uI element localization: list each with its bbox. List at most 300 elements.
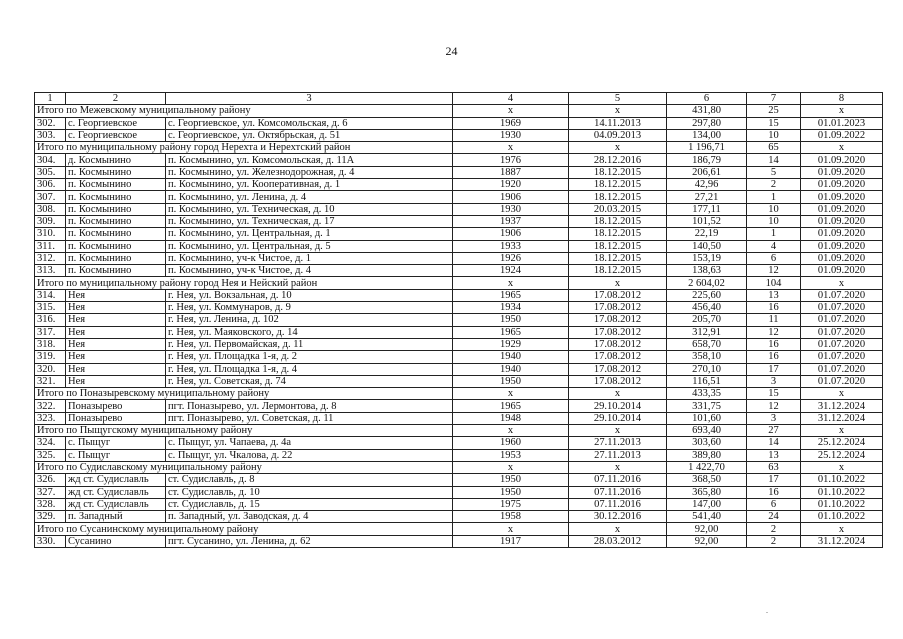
total-col4: x <box>453 388 569 400</box>
address-cell: с. Георгиевское, ул. Комсомольская, д. 6 <box>166 117 453 129</box>
residents-cell: 4 <box>747 240 801 252</box>
total-label: Итого по Межевскому муниципальному району <box>35 105 453 117</box>
table-row <box>35 129 883 141</box>
year-cell: 1948 <box>453 412 569 424</box>
table-row <box>35 400 883 412</box>
area-cell: 658,70 <box>667 338 747 350</box>
scan-mark: . <box>766 606 768 615</box>
deadline-cell: 01.01.2023 <box>801 117 883 129</box>
total-col4: x <box>453 425 569 437</box>
total-row <box>35 277 883 289</box>
area-cell: 303,60 <box>667 437 747 449</box>
total-residents: 2 <box>747 523 801 535</box>
total-col5: x <box>569 523 667 535</box>
total-row <box>35 523 883 535</box>
residents-cell: 13 <box>747 449 801 461</box>
total-residents: 25 <box>747 105 801 117</box>
total-col4: x <box>453 142 569 154</box>
residents-cell: 6 <box>747 498 801 510</box>
date-cell: 07.11.2016 <box>569 486 667 498</box>
page-number: 24 <box>445 44 458 58</box>
year-cell: 1929 <box>453 338 569 350</box>
deadline-cell: 01.07.2020 <box>801 326 883 338</box>
table-row <box>35 252 883 264</box>
residents-cell: 3 <box>747 412 801 424</box>
date-cell: 17.08.2012 <box>569 289 667 301</box>
residents-cell: 24 <box>747 511 801 523</box>
residents-cell: 10 <box>747 215 801 227</box>
date-cell: 17.08.2012 <box>569 338 667 350</box>
row-number: 325. <box>35 449 66 461</box>
row-number: 305. <box>35 166 66 178</box>
address-cell: с. Пыщуг, ул. Чкалова, д. 22 <box>166 449 453 461</box>
total-col5: x <box>569 425 667 437</box>
address-cell: г. Нея, ул. Площадка 1-я, д. 4 <box>166 363 453 375</box>
table-row <box>35 302 883 314</box>
deadline-cell: 01.07.2020 <box>801 351 883 363</box>
table-row <box>35 166 883 178</box>
table-row <box>35 498 883 510</box>
header-cell: 2 <box>66 93 166 105</box>
total-col4: x <box>453 105 569 117</box>
deadline-cell: 01.09.2020 <box>801 154 883 166</box>
area-cell: 206,61 <box>667 166 747 178</box>
settlement-cell: Нея <box>66 289 166 301</box>
deadline-cell: 01.09.2020 <box>801 203 883 215</box>
housing-table <box>34 92 883 548</box>
address-cell: п. Космынино, ул. Кооперативная, д. 1 <box>166 179 453 191</box>
settlement-cell: с. Георгиевское <box>66 117 166 129</box>
date-cell: 17.08.2012 <box>569 314 667 326</box>
header-cell: 5 <box>569 93 667 105</box>
total-col5: x <box>569 142 667 154</box>
header-cell: 7 <box>747 93 801 105</box>
table-row <box>35 289 883 301</box>
total-col4: x <box>453 523 569 535</box>
deadline-cell: 01.10.2022 <box>801 511 883 523</box>
year-cell: 1965 <box>453 326 569 338</box>
row-number: 302. <box>35 117 66 129</box>
total-label: Итого по муниципальному району город Нея и Нейский район <box>35 277 453 289</box>
total-row <box>35 105 883 117</box>
settlement-cell: с. Пыщуг <box>66 437 166 449</box>
date-cell: 27.11.2013 <box>569 449 667 461</box>
year-cell: 1930 <box>453 203 569 215</box>
deadline-cell: 31.12.2024 <box>801 400 883 412</box>
residents-cell: 1 <box>747 228 801 240</box>
header-row <box>35 93 883 105</box>
year-cell: 1926 <box>453 252 569 264</box>
table-row <box>35 449 883 461</box>
total-label: Итого по муниципальному району город Нерехта и Нерехтский район <box>35 142 453 154</box>
address-cell: с. Георгиевское, ул. Октябрьская, д. 51 <box>166 129 453 141</box>
residents-cell: 16 <box>747 351 801 363</box>
address-cell: пгт. Поназырево, ул. Советская, д. 11 <box>166 412 453 424</box>
date-cell: 27.11.2013 <box>569 437 667 449</box>
table-row <box>35 437 883 449</box>
total-col8: x <box>801 523 883 535</box>
deadline-cell: 01.09.2020 <box>801 166 883 178</box>
deadline-cell: 01.09.2020 <box>801 179 883 191</box>
area-cell: 42,96 <box>667 179 747 191</box>
table-row <box>35 314 883 326</box>
row-number: 319. <box>35 351 66 363</box>
deadline-cell: 25.12.2024 <box>801 437 883 449</box>
year-cell: 1937 <box>453 215 569 227</box>
year-cell: 1940 <box>453 351 569 363</box>
date-cell: 17.08.2012 <box>569 375 667 387</box>
date-cell: 18.12.2015 <box>569 240 667 252</box>
deadline-cell: 01.07.2020 <box>801 289 883 301</box>
table-row <box>35 203 883 215</box>
total-col5: x <box>569 277 667 289</box>
residents-cell: 5 <box>747 166 801 178</box>
total-col8: x <box>801 388 883 400</box>
settlement-cell: Нея <box>66 302 166 314</box>
total-residents: 15 <box>747 388 801 400</box>
deadline-cell: 01.09.2020 <box>801 265 883 277</box>
address-cell: п. Космынино, ул. Железнодорожная, д. 4 <box>166 166 453 178</box>
total-col8: x <box>801 461 883 473</box>
settlement-cell: Нея <box>66 338 166 350</box>
residents-cell: 11 <box>747 314 801 326</box>
residents-cell: 16 <box>747 302 801 314</box>
settlement-cell: жд ст. Судиславль <box>66 474 166 486</box>
area-cell: 456,40 <box>667 302 747 314</box>
deadline-cell: 01.07.2020 <box>801 314 883 326</box>
residents-cell: 2 <box>747 179 801 191</box>
year-cell: 1975 <box>453 498 569 510</box>
date-cell: 17.08.2012 <box>569 363 667 375</box>
year-cell: 1906 <box>453 228 569 240</box>
row-number: 323. <box>35 412 66 424</box>
address-cell: п. Космынино, ул. Техническая, д. 17 <box>166 215 453 227</box>
address-cell: п. Космынино, ул. Центральная, д. 5 <box>166 240 453 252</box>
row-number: 322. <box>35 400 66 412</box>
year-cell: 1933 <box>453 240 569 252</box>
deadline-cell: 31.12.2024 <box>801 412 883 424</box>
deadline-cell: 31.12.2024 <box>801 535 883 547</box>
year-cell: 1887 <box>453 166 569 178</box>
table-row <box>35 326 883 338</box>
total-area: 2 604,02 <box>667 277 747 289</box>
year-cell: 1958 <box>453 511 569 523</box>
residents-cell: 10 <box>747 203 801 215</box>
settlement-cell: Нея <box>66 314 166 326</box>
year-cell: 1906 <box>453 191 569 203</box>
date-cell: 14.11.2013 <box>569 117 667 129</box>
total-row <box>35 142 883 154</box>
address-cell: г. Нея, ул. Советская, д. 74 <box>166 375 453 387</box>
total-col4: x <box>453 461 569 473</box>
row-number: 312. <box>35 252 66 264</box>
area-cell: 331,75 <box>667 400 747 412</box>
row-number: 313. <box>35 265 66 277</box>
address-cell: г. Нея, ул. Площадка 1-я, д. 2 <box>166 351 453 363</box>
deadline-cell: 25.12.2024 <box>801 449 883 461</box>
area-cell: 140,50 <box>667 240 747 252</box>
header-cell: 4 <box>453 93 569 105</box>
address-cell: г. Нея, ул. Первомайская, д. 11 <box>166 338 453 350</box>
table-row <box>35 486 883 498</box>
total-label: Итого по Судиславскому муниципальному району <box>35 461 453 473</box>
date-cell: 18.12.2015 <box>569 215 667 227</box>
address-cell: п. Западный, ул. Заводская, д. 4 <box>166 511 453 523</box>
total-col8: x <box>801 142 883 154</box>
date-cell: 07.11.2016 <box>569 474 667 486</box>
deadline-cell: 01.09.2020 <box>801 252 883 264</box>
address-cell: г. Нея, ул. Вокзальная, д. 10 <box>166 289 453 301</box>
total-area: 693,40 <box>667 425 747 437</box>
residents-cell: 17 <box>747 474 801 486</box>
area-cell: 205,70 <box>667 314 747 326</box>
residents-cell: 12 <box>747 265 801 277</box>
address-cell: пгт. Сусанино, ул. Ленина, д. 62 <box>166 535 453 547</box>
year-cell: 1969 <box>453 117 569 129</box>
total-label: Итого по Поназыревскому муниципальному району <box>35 388 453 400</box>
year-cell: 1965 <box>453 289 569 301</box>
total-col8: x <box>801 277 883 289</box>
date-cell: 07.11.2016 <box>569 498 667 510</box>
row-number: 315. <box>35 302 66 314</box>
date-cell: 04.09.2013 <box>569 129 667 141</box>
residents-cell: 15 <box>747 117 801 129</box>
date-cell: 30.12.2016 <box>569 511 667 523</box>
row-number: 320. <box>35 363 66 375</box>
year-cell: 1950 <box>453 314 569 326</box>
total-area: 1 196,71 <box>667 142 747 154</box>
area-cell: 541,40 <box>667 511 747 523</box>
address-cell: п. Космынино, уч-к Чистое, д. 1 <box>166 252 453 264</box>
total-col5: x <box>569 388 667 400</box>
deadline-cell: 01.07.2020 <box>801 338 883 350</box>
total-residents: 27 <box>747 425 801 437</box>
deadline-cell: 01.10.2022 <box>801 486 883 498</box>
total-col8: x <box>801 425 883 437</box>
total-col5: x <box>569 105 667 117</box>
total-row <box>35 461 883 473</box>
area-cell: 186,79 <box>667 154 747 166</box>
address-cell: п. Космынино, уч-к Чистое, д. 4 <box>166 265 453 277</box>
table-row <box>35 179 883 191</box>
total-area: 1 422,70 <box>667 461 747 473</box>
settlement-cell: п. Космынино <box>66 203 166 215</box>
address-cell: п. Космынино, ул. Комсомольская, д. 11А <box>166 154 453 166</box>
header-cell: 3 <box>166 93 453 105</box>
total-col5: x <box>569 461 667 473</box>
residents-cell: 16 <box>747 486 801 498</box>
date-cell: 18.12.2015 <box>569 228 667 240</box>
settlement-cell: п. Космынино <box>66 215 166 227</box>
address-cell: ст. Судиславль, д. 10 <box>166 486 453 498</box>
settlement-cell: Поназырево <box>66 412 166 424</box>
settlement-cell: п. Космынино <box>66 240 166 252</box>
area-cell: 368,50 <box>667 474 747 486</box>
deadline-cell: 01.09.2020 <box>801 215 883 227</box>
area-cell: 27,21 <box>667 191 747 203</box>
total-row <box>35 425 883 437</box>
total-label: Итого по Сусанинскому муниципальному району <box>35 523 453 535</box>
year-cell: 1917 <box>453 535 569 547</box>
date-cell: 17.08.2012 <box>569 302 667 314</box>
date-cell: 20.03.2015 <box>569 203 667 215</box>
header-cell: 8 <box>801 93 883 105</box>
settlement-cell: с. Георгиевское <box>66 129 166 141</box>
area-cell: 270,10 <box>667 363 747 375</box>
row-number: 324. <box>35 437 66 449</box>
total-col4: x <box>453 277 569 289</box>
area-cell: 225,60 <box>667 289 747 301</box>
total-area: 433,35 <box>667 388 747 400</box>
area-cell: 138,63 <box>667 265 747 277</box>
year-cell: 1920 <box>453 179 569 191</box>
row-number: 314. <box>35 289 66 301</box>
address-cell: ст. Судиславль, д. 15 <box>166 498 453 510</box>
row-number: 307. <box>35 191 66 203</box>
table-row <box>35 215 883 227</box>
settlement-cell: п. Космынино <box>66 166 166 178</box>
residents-cell: 12 <box>747 400 801 412</box>
row-number: 328. <box>35 498 66 510</box>
deadline-cell: 01.09.2022 <box>801 129 883 141</box>
address-cell: г. Нея, ул. Маяковского, д. 14 <box>166 326 453 338</box>
settlement-cell: Нея <box>66 363 166 375</box>
settlement-cell: п. Космынино <box>66 252 166 264</box>
row-number: 309. <box>35 215 66 227</box>
deadline-cell: 01.10.2022 <box>801 474 883 486</box>
address-cell: п. Космынино, ул. Центральная, д. 1 <box>166 228 453 240</box>
residents-cell: 1 <box>747 191 801 203</box>
table-body <box>35 105 883 548</box>
year-cell: 1950 <box>453 486 569 498</box>
residents-cell: 13 <box>747 289 801 301</box>
deadline-cell: 01.09.2020 <box>801 228 883 240</box>
address-cell: п. Космынино, ул. Техническая, д. 10 <box>166 203 453 215</box>
settlement-cell: Нея <box>66 351 166 363</box>
residents-cell: 6 <box>747 252 801 264</box>
table-row <box>35 351 883 363</box>
deadline-cell: 01.07.2020 <box>801 302 883 314</box>
row-number: 327. <box>35 486 66 498</box>
area-cell: 312,91 <box>667 326 747 338</box>
year-cell: 1950 <box>453 375 569 387</box>
settlement-cell: жд ст. Судиславль <box>66 486 166 498</box>
address-cell: ст. Судиславль, д. 8 <box>166 474 453 486</box>
date-cell: 17.08.2012 <box>569 351 667 363</box>
table-row <box>35 363 883 375</box>
total-residents: 65 <box>747 142 801 154</box>
year-cell: 1924 <box>453 265 569 277</box>
deadline-cell: 01.09.2020 <box>801 191 883 203</box>
row-number: 326. <box>35 474 66 486</box>
settlement-cell: Нея <box>66 326 166 338</box>
settlement-cell: д. Космынино <box>66 154 166 166</box>
total-area: 92,00 <box>667 523 747 535</box>
year-cell: 1960 <box>453 437 569 449</box>
year-cell: 1930 <box>453 129 569 141</box>
row-number: 303. <box>35 129 66 141</box>
table-row <box>35 191 883 203</box>
deadline-cell: 01.07.2020 <box>801 363 883 375</box>
residents-cell: 14 <box>747 154 801 166</box>
table-row <box>35 535 883 547</box>
table-row <box>35 154 883 166</box>
deadline-cell: 01.09.2020 <box>801 240 883 252</box>
table-row <box>35 375 883 387</box>
row-number: 308. <box>35 203 66 215</box>
area-cell: 22,19 <box>667 228 747 240</box>
year-cell: 1950 <box>453 474 569 486</box>
settlement-cell: п. Космынино <box>66 179 166 191</box>
row-number: 330. <box>35 535 66 547</box>
table-row <box>35 474 883 486</box>
area-cell: 297,80 <box>667 117 747 129</box>
year-cell: 1953 <box>453 449 569 461</box>
settlement-cell: Поназырево <box>66 400 166 412</box>
settlement-cell: с. Пыщуг <box>66 449 166 461</box>
year-cell: 1934 <box>453 302 569 314</box>
row-number: 304. <box>35 154 66 166</box>
area-cell: 134,00 <box>667 129 747 141</box>
deadline-cell: 01.10.2022 <box>801 498 883 510</box>
settlement-cell: п. Космынино <box>66 228 166 240</box>
area-cell: 153,19 <box>667 252 747 264</box>
residents-cell: 17 <box>747 363 801 375</box>
header-cell: 1 <box>35 93 66 105</box>
residents-cell: 14 <box>747 437 801 449</box>
date-cell: 18.12.2015 <box>569 252 667 264</box>
area-cell: 92,00 <box>667 535 747 547</box>
date-cell: 18.12.2015 <box>569 191 667 203</box>
address-cell: п. Космынино, ул. Ленина, д. 4 <box>166 191 453 203</box>
row-number: 318. <box>35 338 66 350</box>
residents-cell: 2 <box>747 535 801 547</box>
row-number: 316. <box>35 314 66 326</box>
row-number: 321. <box>35 375 66 387</box>
row-number: 311. <box>35 240 66 252</box>
area-cell: 365,80 <box>667 486 747 498</box>
total-residents: 104 <box>747 277 801 289</box>
row-number: 317. <box>35 326 66 338</box>
total-label: Итого по Пыщугскому муниципальному району <box>35 425 453 437</box>
date-cell: 28.12.2016 <box>569 154 667 166</box>
settlement-cell: жд ст. Судиславль <box>66 498 166 510</box>
residents-cell: 16 <box>747 338 801 350</box>
address-cell: пгт. Поназырево, ул. Лермонтова, д. 8 <box>166 400 453 412</box>
table-row <box>35 117 883 129</box>
settlement-cell: п. Космынино <box>66 265 166 277</box>
date-cell: 29.10.2014 <box>569 412 667 424</box>
settlement-cell: Сусанино <box>66 535 166 547</box>
area-cell: 177,11 <box>667 203 747 215</box>
deadline-cell: 01.07.2020 <box>801 375 883 387</box>
row-number: 306. <box>35 179 66 191</box>
area-cell: 358,10 <box>667 351 747 363</box>
area-cell: 116,51 <box>667 375 747 387</box>
total-area: 431,80 <box>667 105 747 117</box>
table-row <box>35 412 883 424</box>
total-residents: 63 <box>747 461 801 473</box>
table-row <box>35 228 883 240</box>
residents-cell: 12 <box>747 326 801 338</box>
table-row <box>35 338 883 350</box>
residents-cell: 10 <box>747 129 801 141</box>
row-number: 310. <box>35 228 66 240</box>
settlement-cell: п. Космынино <box>66 191 166 203</box>
area-cell: 389,80 <box>667 449 747 461</box>
address-cell: с. Пыщуг, ул. Чапаева, д. 4а <box>166 437 453 449</box>
settlement-cell: Нея <box>66 375 166 387</box>
